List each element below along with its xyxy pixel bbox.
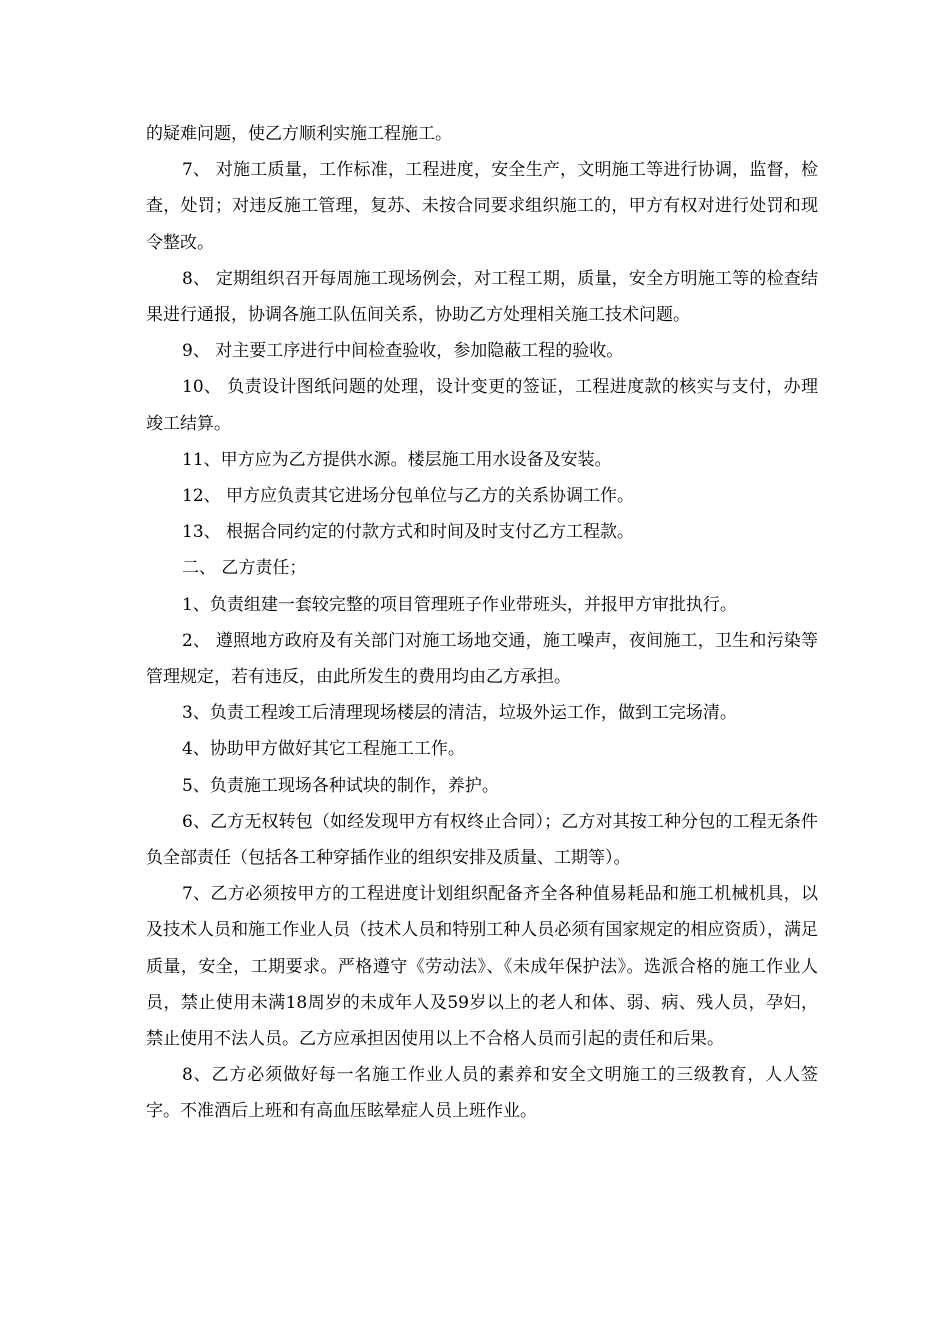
document-body bbox=[146, 116, 818, 1130]
paragraph-b-item-7-staffing: 7、乙方必须按甲方的工程进度计划组织配备齐全各种值易耗品和施工机械机具，以及技术人员和施工作业人员（技术人员和特别工种人员必须有国家规定的相应资质），满足质量，安全，工期要求。严格遵守《劳动法》、《未成年保护法》。选派合格的施工作业人员，禁止使用未满18周岁的未成年人及59岁以上的老人和体、弱、病、残人员，孕妇，禁止使用不法人员。乙方应承担因使用以上不合格人员而引起的责任和后果。 bbox=[146, 884, 818, 1050]
paragraph-item-8-weekly-meeting: 8、 定期组织召开每周施工现场例会，对工程工期，质量，安全方明施工等的检查结果进行通报，协调各施工队伍间关系，协助乙方处理相关施工技术问题。 bbox=[146, 268, 818, 326]
paragraph-b-item-1-management-team: 1、负责组建一套较完整的项目管理班子作业带班头，并报甲方审批执行。 bbox=[182, 594, 737, 615]
paragraph-item-12-subcontractor-coordination: 12、 甲方应负责其它进场分包单位与乙方的关系协调工作。 bbox=[182, 486, 635, 507]
paragraph-continuation: 的疑难问题，使乙方顺利实施工程施工。 bbox=[146, 124, 452, 144]
paragraph-item-9-inspection: 9、 对主要工序进行中间检查验收，参加隐蔽工程的验收。 bbox=[182, 341, 624, 362]
paragraph-b-item-8-safety-education: 8、乙方必须做好每一名施工作业人员的素养和安全文明施工的三级教育，人人签字。不准酒后上班和有高血压眩晕症人员上班作业。 bbox=[146, 1065, 818, 1122]
paragraph-b-item-5-test-blocks: 5、负责施工现场各种试块的制作，养护。 bbox=[182, 775, 499, 796]
paragraph-b-item-2-regulations: 2、 遵照地方政府及有关部门对施工场地交通，施工噪声，夜间施工，卫生和污染等管理规定，若有违反，由此所发生的费用均由乙方承担。 bbox=[146, 630, 818, 688]
paragraph-item-11-water-supply: 11、甲方应为乙方提供水源。楼层施工用水设备及安装。 bbox=[182, 449, 612, 470]
paragraph-b-item-6-no-subcontracting: 6、乙方无权转包（如经发现甲方有权终止合同）；乙方对其按工种分包的工程无条件负全部责任（包括各工种穿插作业的组织安排及质量、工期等）。 bbox=[146, 811, 818, 869]
paragraph-b-item-3-cleanup: 3、负责工程竣工后清理现场楼层的清洁，垃圾外运工作，做到工完场清。 bbox=[182, 703, 737, 724]
paragraph-b-item-4-assist: 4、协助甲方做好其它工程施工工作。 bbox=[182, 739, 465, 760]
paragraph-item-10-design-drawings: 10、 负责设计图纸问题的处理，设计变更的签证，工程进度款的核实与支付，办理竣工结算。 bbox=[146, 377, 818, 434]
paragraph-item-13-payment: 13、 根据合同约定的付款方式和时间及时支付乙方工程款。 bbox=[182, 522, 635, 543]
paragraph-item-7-coordination: 7、 对施工质量，工作标准，工程进度，安全生产，文明施工等进行协调，监督，检查，处罚；对违反施工管理，复苏、未按合同要求组织施工的，甲方有权对进行处罚和现令整改。 bbox=[146, 160, 818, 253]
section-heading-party-b: 二、 乙方责任； bbox=[182, 558, 307, 579]
